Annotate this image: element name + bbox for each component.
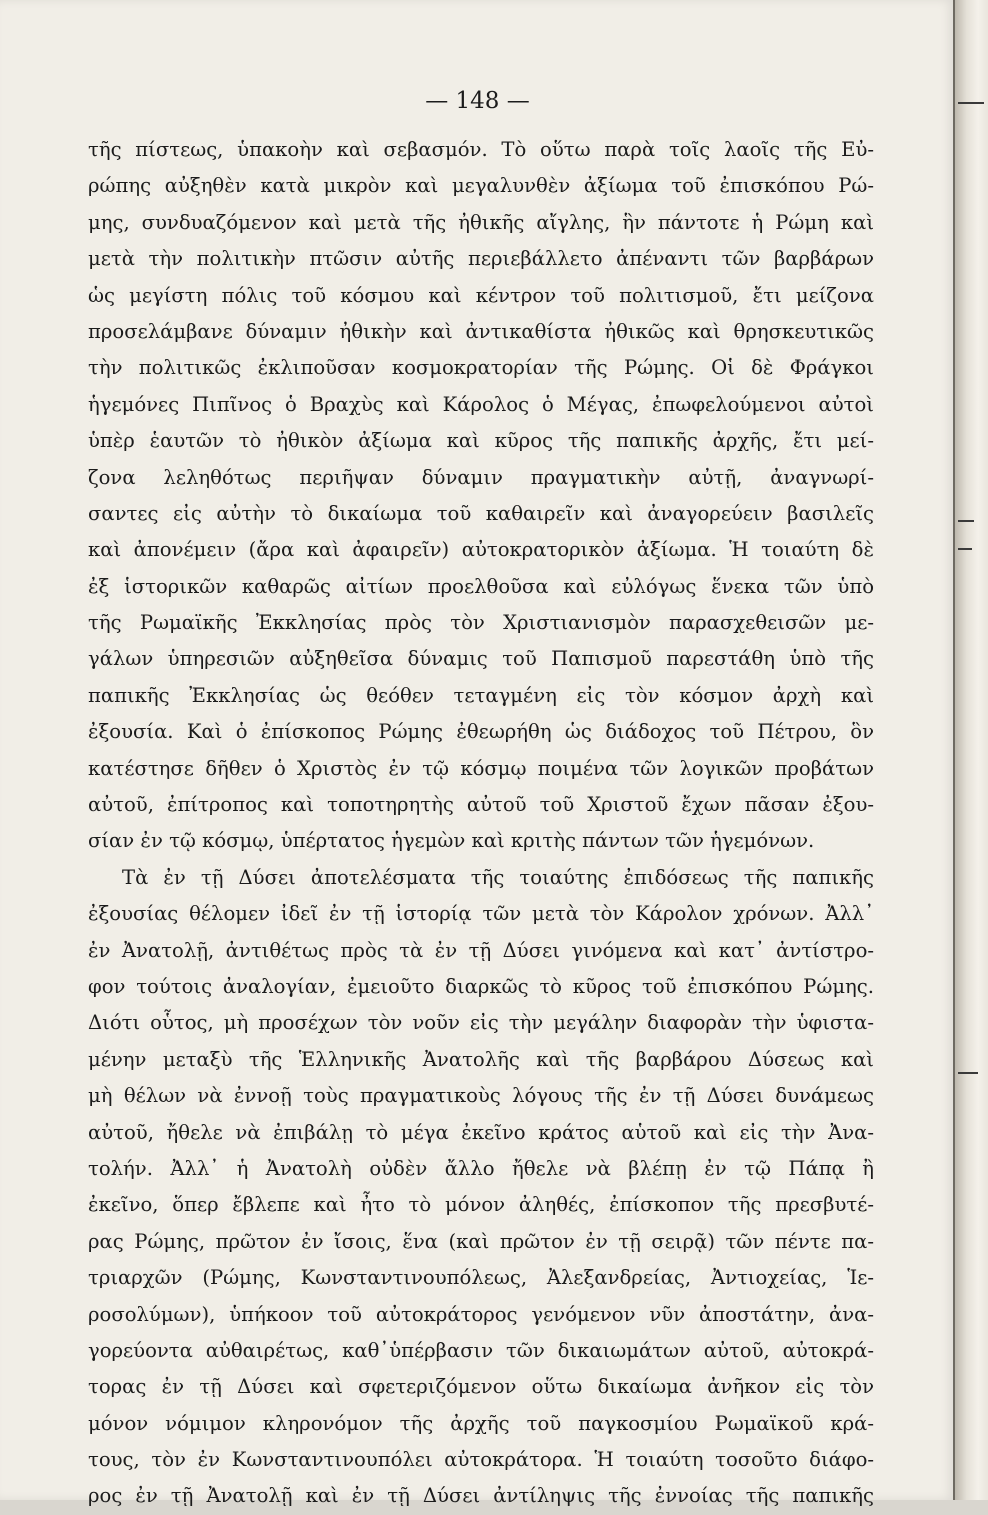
text-line: ἐν Ἀνατολῇ, ἀντιθέτως πρὸς τὰ ἐν τῇ Δύσει γινόμενα καὶ κατ᾽ ἀντίστρο- bbox=[88, 938, 874, 962]
text-line: ρος ἐν τῇ Ἀνατολῇ καὶ ἐν τῇ Δύσει ἀντίληψις τῆς ἐννοίας τῆς παπικῆς bbox=[88, 1484, 874, 1508]
text-line: ρας Ρώμης, πρῶτον ἐν ἴσοις, ἕνα (καὶ πρῶτον ἐν τῇ σειρᾷ) τῶν πέντε πα- bbox=[88, 1229, 874, 1253]
text-line: ροσολύμων), ὑπήκοον τοῦ αὐτοκράτορος γενόμενον νῦν ἀποστάτην, ἀνα- bbox=[88, 1302, 874, 1326]
margin-mark bbox=[958, 520, 974, 522]
text-line: ἐξ ἱστορικῶν καθαρῶς αἰτίων προελθοῦσα καὶ εὐλόγως ἕνεκα τῶν ὑπὸ bbox=[88, 574, 874, 598]
text-line: ἐξουσίας θέλομεν ἰδεῖ ἐν τῇ ἱστορίᾳ τῶν μετὰ τὸν Κάρολον χρόνων. Ἀλλ᾽ bbox=[88, 902, 874, 926]
text-line: γάλων ὑπηρεσιῶν αὐξηθεῖσα δύναμις τοῦ Παπισμοῦ παρεστάθη ὑπὸ τῆς bbox=[88, 647, 874, 671]
text-line: τορας ἐν τῇ Δύσει καὶ σφετεριζόμενον οὕτω δικαίωμα ἀνῆκον εἰς τὸν bbox=[88, 1375, 874, 1399]
text-line: ὡς μεγίστη πόλις τοῦ κόσμου καὶ κέντρον τοῦ πολιτισμοῦ, ἔτι μείζονα bbox=[88, 283, 874, 307]
text-line: τολήν. Ἀλλ᾽ ἡ Ἀνατολὴ οὐδὲν ἄλλο ἤθελε νὰ βλέπῃ ἐν τῷ Πάπᾳ ἢ bbox=[88, 1156, 874, 1180]
text-line: ἡγεμόνες Πιπῖνος ὁ Βραχὺς καὶ Κάρολος ὁ Μέγας, ἐπωφελούμενοι αὐτοὶ bbox=[88, 392, 874, 416]
text-line: γορεύοντα αὐθαιρέτως, καθ᾽ὑπέρβασιν τῶν δικαιωμάτων αὐτοῦ, αὐτοκρά- bbox=[88, 1338, 874, 1362]
text-line: προσελάμβανε δύναμιν ἠθικὴν καὶ ἀντικαθίστα ἠθικῶς καὶ θρησκευτικῶς bbox=[88, 319, 874, 343]
text-line: σαντες εἰς αὐτὴν τὸ δικαίωμα τοῦ καθαιρεῖν καὶ ἀναγορεύειν βασιλεῖς bbox=[88, 501, 874, 525]
text-line: τους, τὸν ἐν Κωνσταντινουπόλει αὐτοκράτορα. Ἡ τοιαύτη τοσοῦτο διάφο- bbox=[88, 1448, 874, 1472]
text-line: κατέστησε δῆθεν ὁ Χριστὸς ἐν τῷ κόσμῳ ποιμένα τῶν λογικῶν προβάτων bbox=[88, 756, 874, 780]
text-line: τῆς πίστεως, ὑπακοὴν καὶ σεβασμόν. Τὸ οὕτω παρὰ τοῖς λαοῖς τῆς Εὐ- bbox=[88, 138, 874, 161]
text-line: Διότι οὗτος, μὴ προσέχων τὸν νοῦν εἰς τὴν μεγάλην διαφορὰν τὴν ὑφιστα- bbox=[88, 1011, 874, 1035]
text-line: τριαρχῶν (Ρώμης, Κωνσταντινουπόλεως, Ἀλεξανδρείας, Ἀντιοχείας, Ἱε- bbox=[88, 1266, 874, 1290]
text-line: μὴ θέλων νὰ ἐννοῇ τοὺς πραγματικοὺς λόγους τῆς ἐν τῇ Δύσει δυνάμεως bbox=[88, 1084, 874, 1108]
margin-mark bbox=[958, 102, 984, 104]
body-text bbox=[88, 132, 874, 1515]
text-line: ρώπης αὐξηθὲν κατὰ μικρὸν καὶ μεγαλυνθὲν ἀξίωμα τοῦ ἐπισκόπου Ρώ- bbox=[88, 174, 874, 198]
text-line: μόνον νόμιμον κληρονόμον τῆς ἀρχῆς τοῦ παγκοσμίου Ρωμαϊκοῦ κρά- bbox=[88, 1411, 874, 1435]
text-line: παπικῆς Ἐκκλησίας ὡς θεόθεν τεταγμένη εἰς τὸν κόσμον ἀρχὴ καὶ bbox=[88, 683, 874, 707]
text-line: ζονα λεληθότως περιῆψαν δύναμιν πραγματικὴν αὐτῇ, ἀναγνωρί- bbox=[88, 465, 874, 489]
page-number: — 148 — bbox=[425, 88, 530, 114]
text-line: καὶ ἀπονέμειν (ἄρα καὶ ἀφαιρεῖν) αὐτοκρατορικὸν ἀξίωμα. Ἡ τοιαύτη δὲ bbox=[88, 538, 874, 562]
text-line: τὴν πολιτικῶς ἐκλιποῦσαν κοσμοκρατορίαν τῆς Ρώμης. Οἱ δὲ Φράγκοι bbox=[88, 356, 874, 380]
text-line: ἐξουσία. Καὶ ὁ ἐπίσκοπος Ρώμης ἐθεωρήθη ὡς διάδοχος τοῦ Πέτρου, ὃν bbox=[88, 720, 874, 744]
text-line: ὑπὲρ ἑαυτῶν τὸ ἠθικὸν ἀξίωμα καὶ κῦρος τῆς παπικῆς ἀρχῆς, ἔτι μεί- bbox=[88, 429, 874, 453]
margin-mark bbox=[958, 1072, 978, 1074]
page-edge bbox=[955, 0, 988, 1500]
text-line: φον τούτοις ἀναλογίαν, ἐμειοῦτο διαρκῶς τὸ κῦρος τοῦ ἐπισκόπου Ρώμης. bbox=[88, 974, 874, 998]
text-line: τῆς Ρωμαϊκῆς Ἐκκλησίας πρὸς τὸν Χριστιανισμὸν παρασχεθεισῶν με- bbox=[88, 611, 874, 635]
text-line: Τὰ ἐν τῇ Δύσει ἀποτελέσματα τῆς τοιαύτης ἐπιδόσεως τῆς παπικῆς bbox=[122, 865, 874, 889]
text-line: ἐκεῖνο, ὅπερ ἔβλεπε καὶ ἦτο τὸ μόνον ἀληθές, ἐπίσκοπον τῆς πρεσβυτέ- bbox=[88, 1193, 874, 1217]
text-line: σίαν ἐν τῷ κόσμῳ, ὑπέρτατος ἡγεμὼν καὶ κριτὴς πάντων τῶν ἡγεμόνων. bbox=[88, 829, 815, 853]
text-line: μης, συνδυαζόμενον καὶ μετὰ τῆς ἠθικῆς αἴγλης, ἣν πάντοτε ἡ Ρώμη καὶ bbox=[88, 210, 874, 234]
margin-mark bbox=[958, 548, 972, 550]
text-line: μένην μεταξὺ τῆς Ἑλληνικῆς Ἀνατολῆς καὶ τῆς βαρβάρου Δύσεως καὶ bbox=[88, 1047, 874, 1071]
text-line: μετὰ τὴν πολιτικὴν πτῶσιν αὐτῆς περιεβάλλετο ἀπέναντι τῶν βαρβάρων bbox=[88, 247, 874, 271]
text-line: αὐτοῦ, ἤθελε νὰ ἐπιβάλῃ τὸ μέγα ἐκεῖνο κράτος αὑτοῦ καὶ εἰς τὴν Ἀνα- bbox=[88, 1120, 874, 1144]
text-line: αὐτοῦ, ἐπίτροπος καὶ τοποτηρητὴς αὐτοῦ τοῦ Χριστοῦ ἔχων πᾶσαν ἐξου- bbox=[88, 793, 874, 817]
